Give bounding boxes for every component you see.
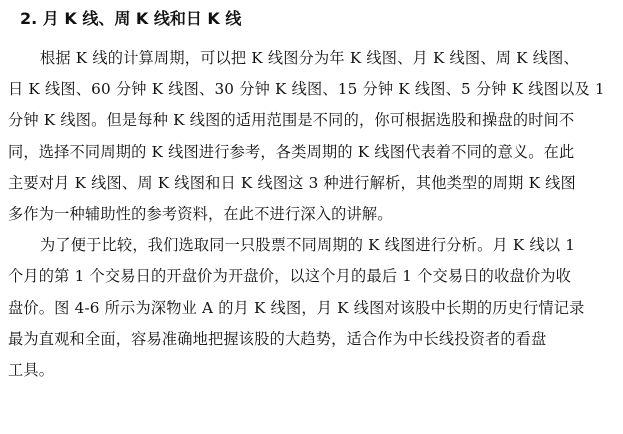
paragraph-1-line-3: 分钟 K 线图。但是每种 K 线图的适用范围是不同的，你可根据选股和操盘的时间不 (8, 111, 575, 130)
paragraph-1-line-6: 多作为一种辅助性的参考资料，在此不进行深入的讲解。 (8, 205, 393, 224)
paragraph-1-line-1: 根据 K 线的计算周期，可以把 K 线图分为年 K 线图、月 K 线图、周 K 线图、 (40, 49, 579, 67)
paragraph-2-line-4: 最为直观和全面，容易准确地把握该股的大趋势，适合作为中长线投资者的看盘 (8, 329, 547, 348)
section-heading: 2. 月 K 线、周 K 线和日 K 线 (20, 9, 242, 28)
paragraph-1-line-2: 日 K 线图、60 分钟 K 线图、30 分钟 K 线图、15 分钟 K 线图、5 分钟 K 线图以及 1 (8, 80, 605, 99)
paragraph-1-line-4: 同，选择不同周期的 K 线图进行参考，各类周期的 K 线图代表着不同的意义。在此 (8, 142, 575, 161)
paragraph-1 (8, 43, 613, 230)
paragraph-2 (8, 230, 613, 386)
paragraph-2-line-3: 盘价。图 4-6 所示为深物业 A 的月 K 线图，月 K 线图对该股中长期的历史行情记录 (8, 298, 585, 317)
paragraph-2-line-2: 个月的第 1 个交易日的开盘价为开盘价，以这个月的最后 1 个交易日的收盘价为收 (8, 267, 572, 286)
paragraph-1-line-5: 主要对月 K 线图、周 K 线图和日 K 线图这 3 种进行解析，其他类型的周期 K 线图 (8, 173, 576, 192)
paragraph-2-line-5: 工具。 (8, 361, 55, 380)
paragraph-2-line-1: 为了便于比较，我们选取同一只股票不同周期的 K 线图进行分析。月 K 线以 1 (40, 236, 576, 255)
